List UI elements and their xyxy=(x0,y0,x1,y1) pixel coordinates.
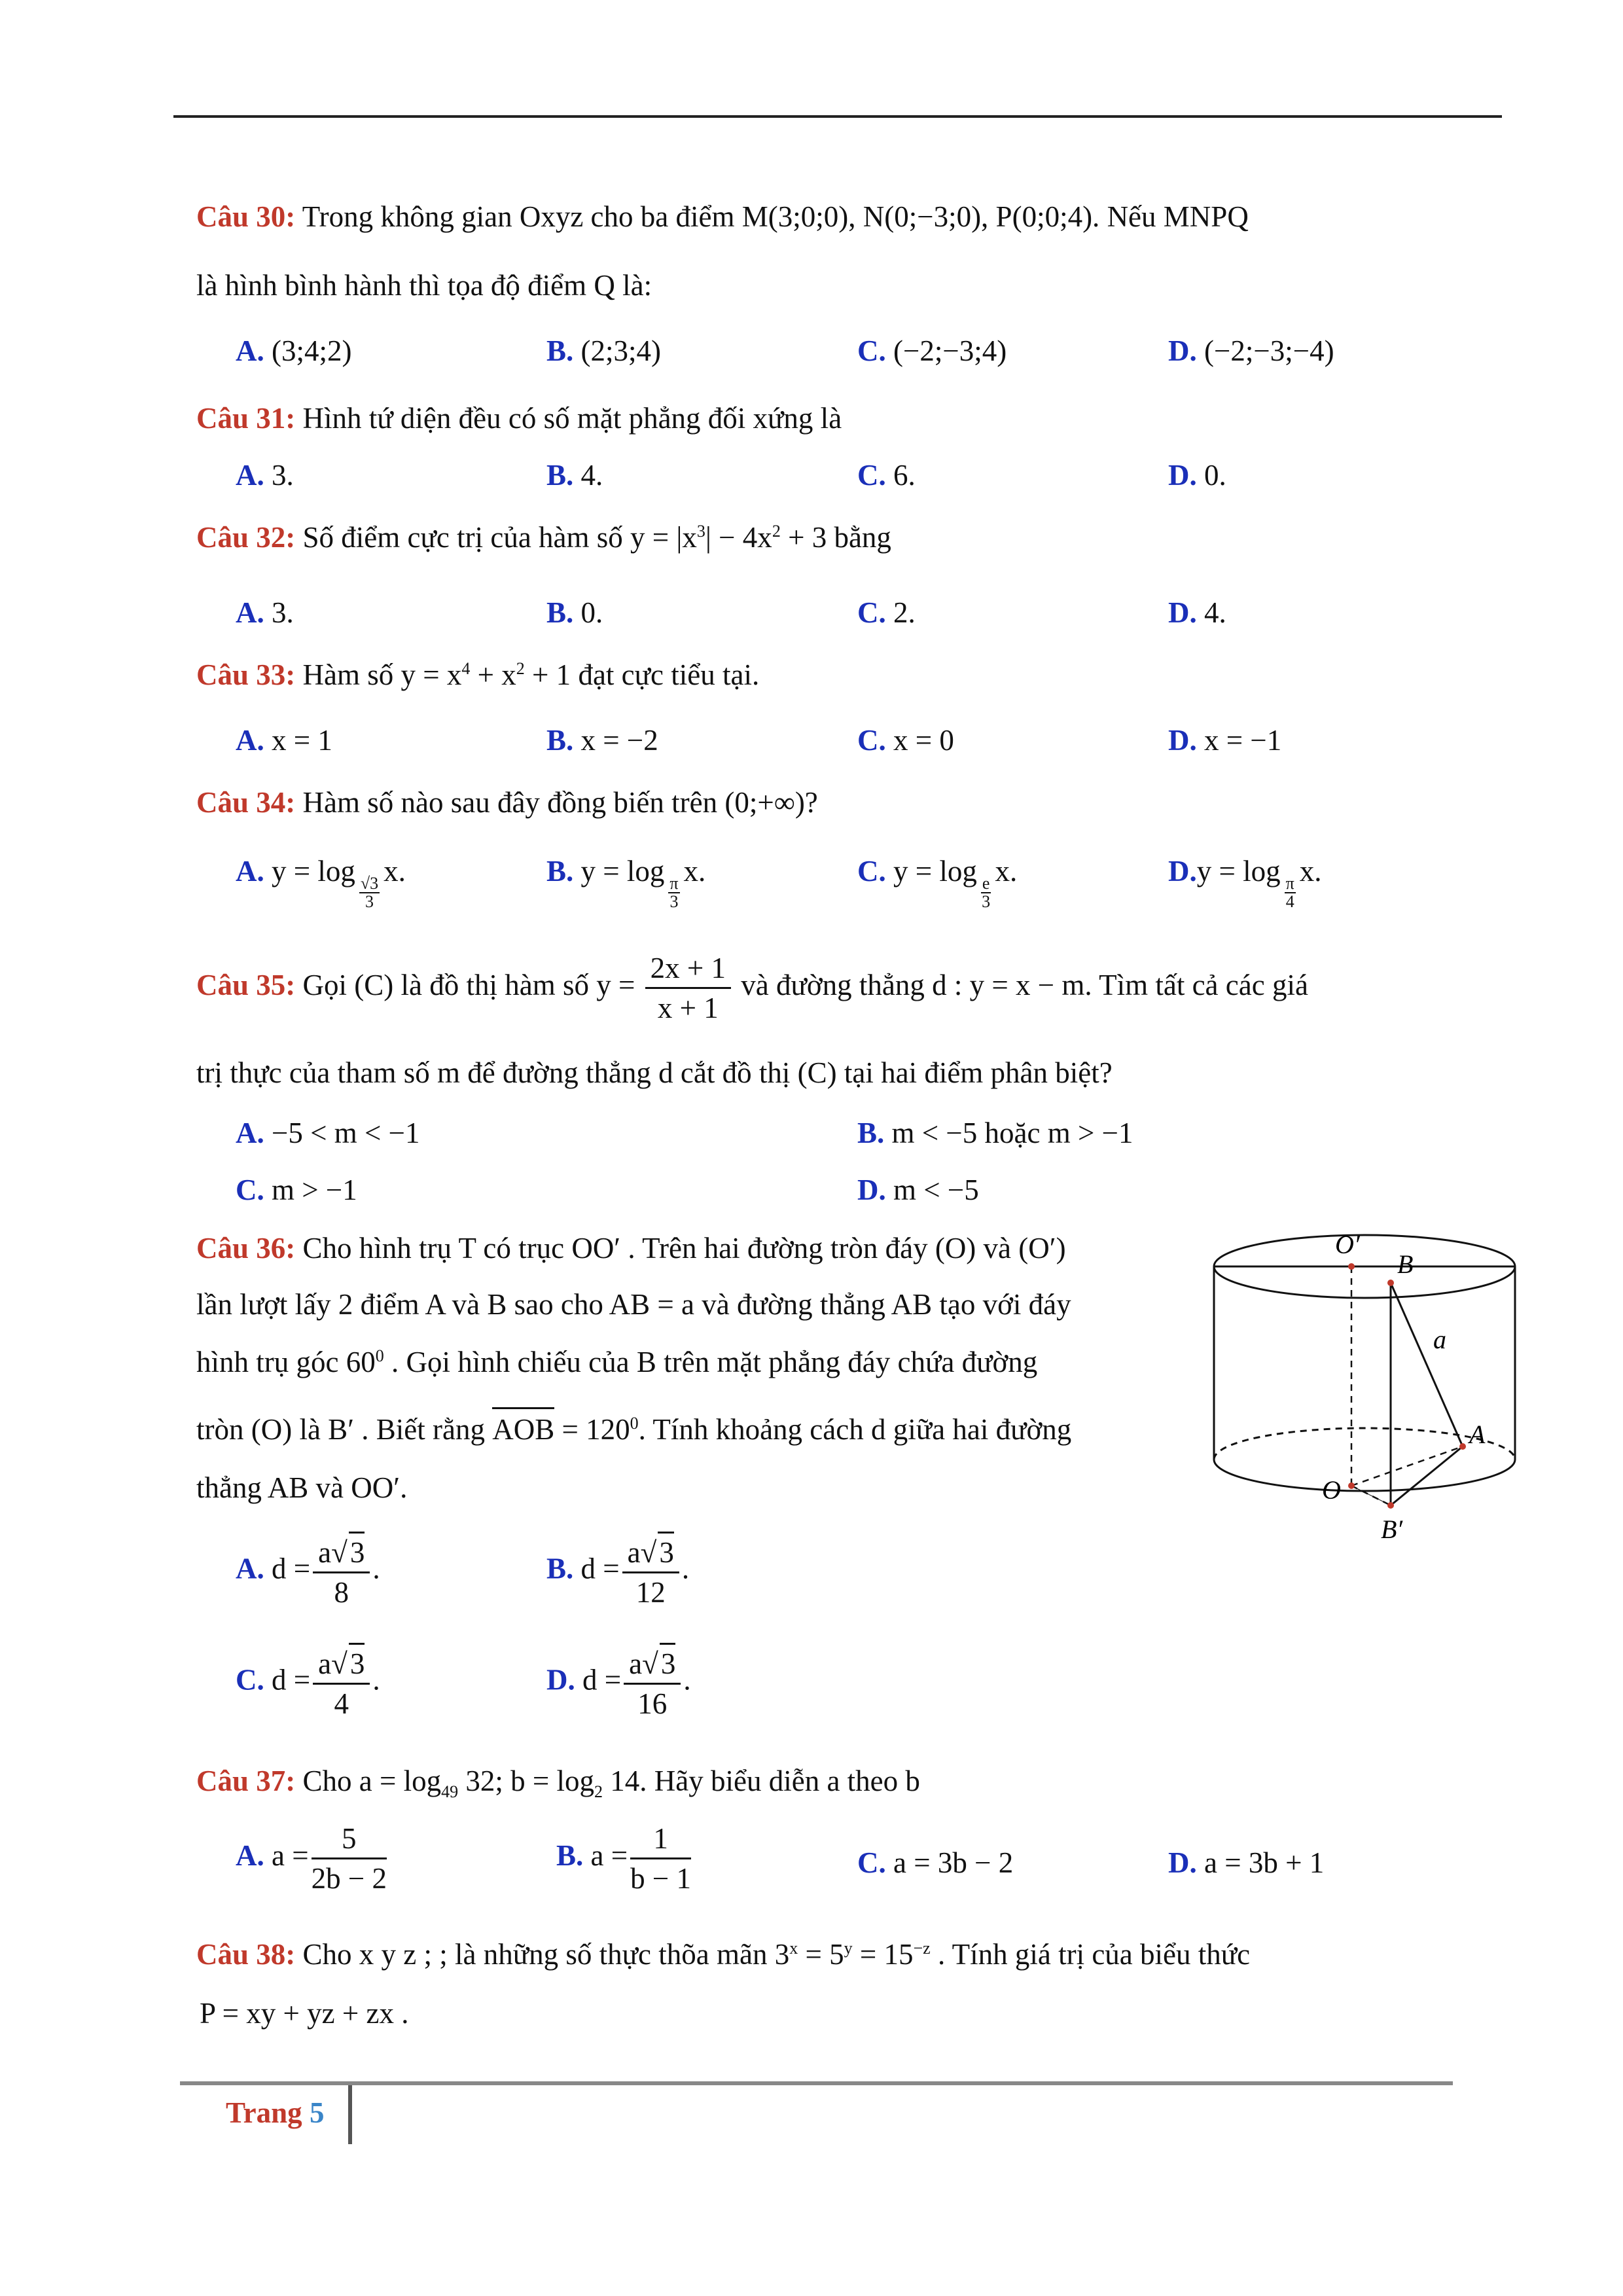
point-o xyxy=(1348,1482,1355,1489)
label-b: B xyxy=(1397,1249,1414,1279)
bottom-front-arc xyxy=(1214,1460,1515,1491)
question-text: Số điểm cực trị của hàm số xyxy=(302,521,623,554)
option-c[interactable]: C. x = 0 xyxy=(857,724,954,757)
option-d[interactable]: D. x = −1 xyxy=(1168,724,1282,757)
fraction: $\frac{2x + 1}{x + 1}$ xyxy=(645,949,731,1027)
option-a[interactable]: A. −5 < m < −1 xyxy=(236,1117,420,1149)
question-38 xyxy=(196,1934,1440,1975)
option-d[interactable]: D. m < −5 xyxy=(857,1174,979,1206)
question-text: Nếu MNPQ xyxy=(1107,200,1249,233)
question-35-line2: trị thực của tham số m để đường thẳng d cắt đồ thị (C) tại hai điểm phân biệt? xyxy=(196,1056,1113,1089)
question-formula: $y = x^4 + x^2 + 1$ xyxy=(401,658,571,691)
option-c[interactable]: C. a = 3b − 2 xyxy=(857,1846,1014,1879)
question-34-options xyxy=(196,851,1440,929)
question-text: Cho x y z ; ; là những số thực thõa mãn xyxy=(302,1938,768,1971)
option-a[interactable]: A. 3. xyxy=(236,459,294,492)
option-d[interactable]: D. 4. xyxy=(1168,596,1226,629)
option-d[interactable]: D. d = $\frac{a√3}{16}$ . xyxy=(546,1643,691,1723)
option-d[interactable]: D. (−2;−3;−4) xyxy=(1168,334,1334,367)
question-text: . Tính giá trị của biểu thức xyxy=(937,1938,1251,1971)
page-number: Trang 5 xyxy=(226,2096,325,2129)
question-formula: $y = |x^3| - 4x^2 + 3$ xyxy=(630,521,827,554)
question-text: Cho hình trụ T có trục OO′ . Trên hai đường tròn đáy (O) và (O′) xyxy=(302,1232,1066,1265)
option-c[interactable]: C. 6. xyxy=(857,459,916,492)
question-text: Gọi (C) là đồ thị hàm số xyxy=(302,968,589,1001)
point-b xyxy=(1387,1280,1394,1286)
option-b[interactable]: B. (2;3;4) xyxy=(546,334,661,367)
question-35: Câu 35: Gọi (C) là đồ thị hàm số y = $\frac{2x + 1}{x + 1}$ và đường thẳng d : y = x − m. Tìm tất cả các giá xyxy=(196,949,1440,1027)
question-30-line2: là hình bình hành thì tọa độ điểm Q là: xyxy=(196,269,652,302)
question-text: Hàm số xyxy=(302,658,394,691)
option-b[interactable]: B. y = log $\frac{\pi}{3}$ x. xyxy=(546,855,706,911)
option-c[interactable]: C. (−2;−3;4) xyxy=(857,334,1007,367)
option-b[interactable]: B. m < −5 hoặc m > −1 xyxy=(857,1117,1133,1149)
question-35-options-row2 xyxy=(196,1170,1440,1215)
question-33 xyxy=(196,655,1440,695)
option-a[interactable]: A. 3. xyxy=(236,596,294,629)
option-d[interactable]: D.y = log $\frac{\pi}{4}$ x. xyxy=(1168,855,1322,911)
point-o-top xyxy=(1348,1263,1355,1270)
question-label: Câu 30: xyxy=(196,200,296,233)
question-30-options xyxy=(196,331,1440,376)
point-a xyxy=(1459,1443,1466,1450)
question-32 xyxy=(196,517,1440,558)
question-38-line2: P = xy + yz + zx . xyxy=(200,1997,409,2030)
question-text: bằng xyxy=(834,521,891,554)
option-c[interactable]: C. y = log $\frac{e}{3}$ x. xyxy=(857,855,1018,911)
question-34 xyxy=(196,782,1440,823)
question-text: Hình tứ diện đều có số mặt phẳng đối xứng là xyxy=(302,402,842,435)
label-a: A xyxy=(1469,1420,1486,1449)
option-a[interactable]: A. d = $\frac{a√3}{8}$ . xyxy=(236,1532,380,1611)
question-text: Cho xyxy=(302,1765,352,1797)
option-a[interactable]: A. y = log $\frac{√3}{3}$ x. xyxy=(236,855,406,911)
question-formula: $3^x = 5^y = 15^{-z}$ xyxy=(774,1938,931,1971)
question-formula: $a = \log_{49} 32$; $b = \log_2 14$. xyxy=(359,1765,647,1801)
label-a-length: a xyxy=(1433,1325,1446,1354)
question-text: Hàm số nào sau đây đồng biến trên xyxy=(302,786,718,819)
question-36-line3: hình trụ góc $60^0$ . Gọi hình chiếu của B trên mặt phẳng đáy chứa đường xyxy=(196,1346,1038,1378)
question-37 xyxy=(196,1761,1440,1801)
point-b-prime xyxy=(1387,1502,1394,1509)
option-a[interactable]: A. a = $\frac{5}{2b - 2}$ xyxy=(236,1820,389,1897)
option-a[interactable]: A. x = 1 xyxy=(236,724,332,757)
question-37-options xyxy=(196,1820,1440,1911)
question-36 xyxy=(196,1228,1191,1268)
question-label: Câu 35: xyxy=(196,968,296,1001)
cylinder-figure xyxy=(1204,1217,1525,1551)
question-formula: M(3;0;0), N(0;−3;0), P(0;0;4). xyxy=(741,200,1100,233)
option-c[interactable]: C. d = $\frac{a√3}{4}$ . xyxy=(236,1643,380,1723)
option-c[interactable]: C. 2. xyxy=(857,596,916,629)
question-label: Câu 31: xyxy=(196,402,296,435)
segment-ab xyxy=(1391,1283,1463,1446)
option-c[interactable]: C. m > −1 xyxy=(236,1174,357,1206)
question-36-line2: lần lượt lấy 2 điểm A và B sao cho AB = a và đường thẳng AB tạo với đáy xyxy=(196,1288,1071,1321)
option-b[interactable]: B. a = $\frac{1}{b - 1}$ xyxy=(556,1820,694,1897)
question-label: Câu 38: xyxy=(196,1938,296,1971)
footer-rule xyxy=(180,2081,1453,2085)
question-text: đạt cực tiểu tại. xyxy=(578,658,760,691)
question-label: Câu 32: xyxy=(196,521,296,554)
segment-obprime-solid xyxy=(1351,1486,1391,1505)
option-b[interactable]: B. x = −2 xyxy=(546,724,658,757)
option-d[interactable]: D. a = 3b + 1 xyxy=(1168,1846,1325,1879)
label-b-prime: B′ xyxy=(1381,1515,1403,1544)
label-o: O xyxy=(1322,1475,1341,1505)
option-d[interactable]: D. 0. xyxy=(1168,459,1226,492)
question-text: và đường thẳng xyxy=(741,968,925,1001)
question-36-line5: thẳng AB và OO′. xyxy=(196,1471,408,1504)
question-30 xyxy=(196,196,1440,237)
question-31 xyxy=(196,398,1440,439)
label-o-top: O′ xyxy=(1335,1230,1360,1259)
question-text: Tìm tất cả các giá xyxy=(1099,968,1308,1001)
question-formula: (0;+∞)? xyxy=(724,786,818,819)
option-b[interactable]: B. 4. xyxy=(546,459,603,492)
option-b[interactable]: B. d = $\frac{a√3}{12}$ . xyxy=(546,1532,689,1611)
question-32-options xyxy=(196,592,1440,638)
question-text: Trong không gian Oxyz cho ba điểm xyxy=(302,200,735,233)
question-label: Câu 33: xyxy=(196,658,296,691)
question-label: Câu 36: xyxy=(196,1232,296,1265)
question-36-options-row2 xyxy=(196,1643,1440,1734)
question-35-options-row1 xyxy=(196,1113,1440,1158)
question-31-options xyxy=(196,455,1440,501)
segment-abprime xyxy=(1391,1446,1463,1505)
question-36-line4: tròn (O) là B′ . Biết rằng AOB = $120^0$. Tính khoảng cách d giữa hai đường xyxy=(196,1407,1191,1450)
option-a[interactable]: A. (3;4;2) xyxy=(236,334,352,367)
option-b[interactable]: B. 0. xyxy=(546,596,603,629)
question-text: Hãy biểu diễn a theo b xyxy=(654,1765,920,1797)
header-rule xyxy=(173,115,1502,118)
question-33-options xyxy=(196,720,1440,766)
question-label: Câu 34: xyxy=(196,786,296,819)
segment-oa xyxy=(1351,1446,1463,1486)
footer-divider xyxy=(348,2085,352,2144)
question-label: Câu 37: xyxy=(196,1765,296,1797)
